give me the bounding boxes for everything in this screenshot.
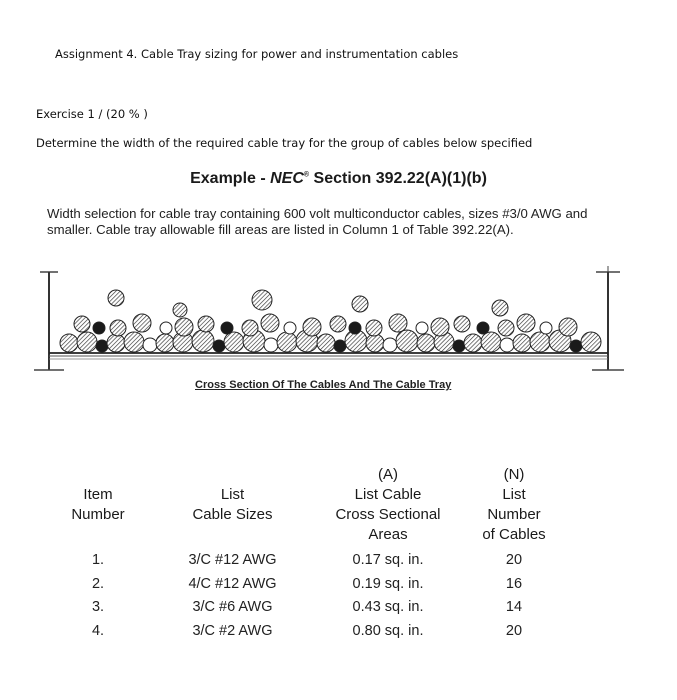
cable-bundle [60,290,601,352]
cable-hatch-icon [261,314,279,332]
cable-hatch-icon [124,332,144,352]
instruction-text: Determine the width of the required cable tray for the group of cables below specified [36,136,533,150]
example-title [0,170,677,188]
tray-left-rail [34,272,64,370]
description-line-1: Width selection for cable tray containing 600 volt multiconductor cables, sizes #3/0 AWG and [47,206,588,221]
cable-hatch-icon [110,320,126,336]
row-3-count: 14 [505,599,523,615]
column-cross-sectional-areas [318,549,458,643]
cable-hatch-icon [464,334,482,352]
cable-white-icon [540,322,552,334]
example-section: Section 392.22(A)(1)(b) [309,170,487,187]
cable-hatch-icon [156,334,174,352]
cable-white-icon [264,338,278,352]
header-count-line-3: Number [487,506,541,523]
exercise-label: Exercise 1 / (20 % ) [36,107,148,121]
row-4-size: 3/C #2 AWG [192,622,273,639]
row-2-area: 0.19 sq. in. [352,575,424,592]
header-cable-sizes [175,485,290,525]
header-areas-line-1: (A) [378,466,398,483]
header-cross-sectional-areas [318,465,458,545]
cable-hatch-icon [498,320,514,336]
row-2-count: 16 [505,575,523,592]
header-item-line-1: Item [83,486,113,503]
tray-bottom [49,353,608,359]
cable-dark-icon [570,340,582,352]
cable-hatch-icon [224,332,244,352]
cable-dark-icon [334,340,346,352]
cable-hatch-icon [366,334,384,352]
cable-hatch-icon [277,332,297,352]
cable-white-icon [383,338,397,352]
row-4-count: 20 [505,622,523,639]
row-1-area: 0.17 sq. in. [352,552,424,568]
header-count-line-2: List [502,486,526,503]
cable-dark-icon [213,340,225,352]
figure-caption: Cross Section Of The Cables And The Cable Tray [195,379,452,391]
cable-hatch-icon [530,332,550,352]
cable-dark-icon [96,340,108,352]
cable-white-icon [500,338,514,352]
header-sizes-line-2: Cable Sizes [192,506,273,523]
header-item-number [58,485,138,525]
cable-hatch-icon [303,318,321,336]
cable-hatch-icon [454,316,470,332]
cable-hatch-icon [492,300,508,316]
row-3-area: 0.43 sq. in. [352,599,424,615]
row-3-item: 3. [91,599,105,615]
cable-hatch-icon [366,320,382,336]
cable-hatch-icon [352,296,368,312]
row-3-size: 3/C #6 AWG [192,599,273,615]
row-1-count: 20 [505,552,523,568]
header-areas-line-4: Areas [368,526,408,543]
cable-dark-icon [477,322,489,334]
header-count-line-1: (N) [503,466,525,483]
cable-hatch-icon [389,314,407,332]
row-1-size: 3/C #12 AWG [188,552,277,568]
example-prefix: Example - [190,170,271,187]
cable-white-icon [160,322,172,334]
tray-right-rail [592,266,624,370]
header-areas-line-3: Cross Sectional [335,506,441,523]
cable-hatch-icon [317,334,335,352]
header-sizes-line-1: List [220,486,245,503]
cable-hatch-icon [192,330,214,352]
cable-hatch-icon [559,318,577,336]
cable-hatch-icon [581,332,601,352]
cable-dark-icon [349,322,361,334]
row-2-item: 2. [91,575,105,592]
cable-hatch-icon [133,314,151,332]
cable-hatch-icon [77,332,97,352]
cable-hatch-icon [417,334,435,352]
cable-hatch-icon [60,334,78,352]
header-count-line-4: of Cables [482,526,546,543]
cable-hatch-icon [175,318,193,336]
description-line-2: smaller. Cable tray allowable fill areas are listed in Column 1 of Table 392.22(A). [47,222,514,237]
cable-dark-icon [453,340,465,352]
cable-hatch-icon [513,334,531,352]
cable-hatch-icon [396,330,418,352]
cable-white-icon [284,322,296,334]
header-item-line-2: Number [71,506,125,523]
cable-hatch-icon [198,316,214,332]
cable-dark-icon [93,322,105,334]
cable-hatch-icon [173,303,187,317]
header-number-of-cables [470,465,558,545]
cable-white-icon [416,322,428,334]
column-cable-sizes [170,549,295,643]
cable-hatch-icon [107,334,125,352]
row-4-item: 4. [91,622,105,639]
row-1-item: 1. [91,552,105,568]
cable-hatch-icon [252,290,272,310]
cable-hatch-icon [242,320,258,336]
assignment-title: Assignment 4. Cable Tray sizing for power and instrumentation cables [55,47,459,61]
cable-hatch-icon [330,316,346,332]
cable-tray-cross-section [30,262,630,380]
column-item-number [58,549,138,643]
cable-hatch-icon [517,314,535,332]
cable-dark-icon [221,322,233,334]
header-areas-line-2: List Cable [354,486,422,503]
cable-hatch-icon [74,316,90,332]
row-4-area: 0.80 sq. in. [352,622,424,639]
cable-hatch-icon [431,318,449,336]
registered-mark: ® [303,171,310,179]
cable-hatch-icon [481,332,501,352]
cable-hatch-icon [108,290,124,306]
nec-standard: NEC [270,170,304,187]
row-2-size: 4/C #12 AWG [188,575,277,592]
column-number-of-cables [470,549,558,643]
cable-white-icon [143,338,157,352]
